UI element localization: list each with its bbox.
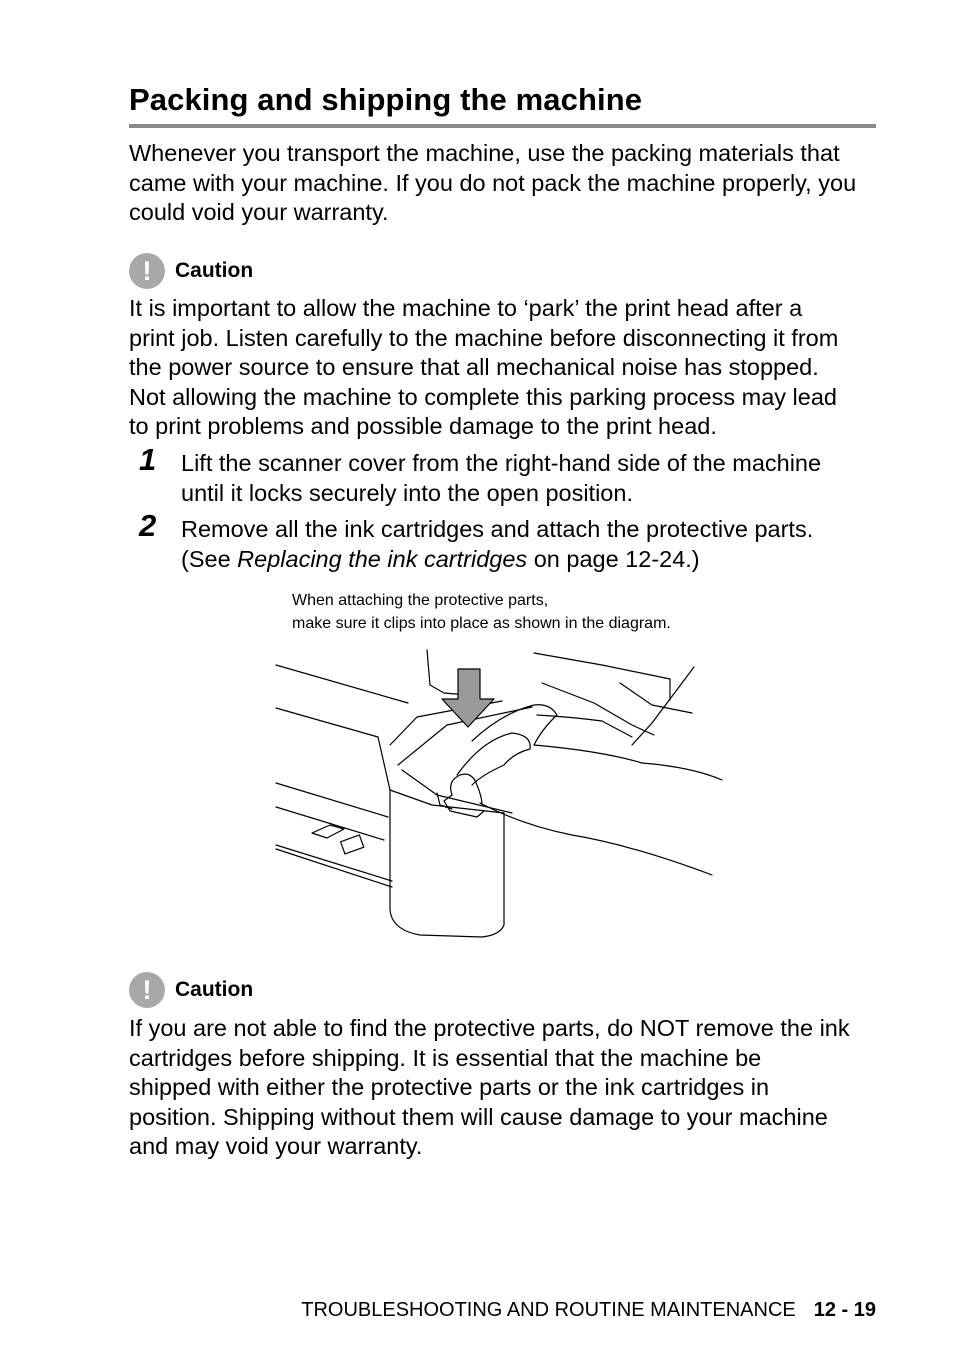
caution-line: and may void your warranty. [129, 1133, 423, 1159]
caution-line: the power source to ensure that all mechanical noise has stopped. [129, 354, 819, 380]
caution-exclamation-icon: ! [129, 253, 165, 289]
caution-line: cartridges before shipping. It is essential that the machine be [129, 1044, 762, 1071]
caution-text-1 [129, 294, 879, 442]
caution-text-2 [129, 1014, 879, 1162]
switch-button [312, 825, 344, 838]
caution-line: to print problems and possible damage to the print head. [129, 413, 717, 439]
see-suffix: on page 12-24.) [527, 545, 700, 572]
printer-lower-edge [390, 790, 504, 813]
step-line [181, 545, 881, 575]
intro-paragraph: Whenever you transport the machine, use the packing materials that came with your machine. If you do not pack the machine properly, you could void your warranty. [129, 140, 857, 225]
printer-front-face [378, 737, 504, 937]
step-line: Lift the scanner cover from the right-hand side of the machine [181, 450, 822, 476]
caution-line: print job. Listen carefully to the machine before disconnecting it from [129, 324, 839, 351]
step-number-2: 2 [139, 508, 157, 543]
scanner-cover-edge [620, 683, 692, 713]
printer-with-hand-illustration [272, 645, 732, 945]
scanner-cover-edge [632, 667, 694, 745]
caution-header-2 [129, 972, 253, 1008]
step-text-2 [181, 515, 881, 574]
figure-note [292, 589, 671, 635]
caution-line: shipped with either the protective parts or the ink cartridges in [129, 1074, 770, 1100]
caution-line: It is important to allow the machine to ‘park’ the print head after a [129, 295, 803, 321]
see-prefix: (See [181, 545, 238, 572]
hand-thumb [451, 774, 482, 805]
figure-note-line: make sure it clips into place as shown in the diagram. [292, 615, 671, 632]
caution-label: Caution [175, 259, 254, 282]
printer-edge-line [276, 665, 408, 703]
printer-edge-line [276, 708, 378, 737]
title-divider [129, 124, 876, 128]
caution-header-1 [129, 253, 253, 289]
step-line: Remove all the ink cartridges and attach the protective parts. [181, 516, 814, 542]
footer-section: TROUBLESHOOTING AND ROUTINE MAINTENANCE [301, 1299, 796, 1321]
printer-edge-line [276, 849, 392, 887]
caution-label: Caution [175, 978, 254, 1001]
figure-note-line: When attaching the protective parts, [292, 592, 549, 609]
page-footer [301, 1299, 876, 1322]
hand-finger [457, 733, 530, 785]
printer-edge-line [276, 845, 392, 881]
step-text-1 [181, 449, 881, 508]
scanner-cover-edge [542, 683, 654, 735]
printer-edge-line [276, 807, 384, 840]
cross-reference-link[interactable]: Replacing the ink cartridges [237, 545, 528, 572]
hand-outline [472, 705, 722, 780]
page-number: 12 - 19 [813, 1299, 876, 1321]
switch-button [341, 835, 364, 854]
step-line: until it locks securely into the open position. [181, 479, 633, 506]
scanner-cover-edge [537, 715, 632, 737]
step-number-1: 1 [139, 442, 157, 477]
scanner-cover-edge [534, 653, 670, 700]
caution-exclamation-icon: ! [129, 972, 165, 1008]
caution-line: position. Shipping without them will cause damage to your machine [129, 1103, 828, 1130]
caution-line: If you are not able to find the protective parts, do NOT remove the ink [129, 1015, 850, 1041]
caution-line: Not allowing the machine to complete this parking process may lead [129, 383, 837, 410]
down-arrow-icon [442, 669, 494, 727]
page-title: Packing and shipping the machine [129, 82, 643, 117]
hand-outline [480, 803, 712, 875]
